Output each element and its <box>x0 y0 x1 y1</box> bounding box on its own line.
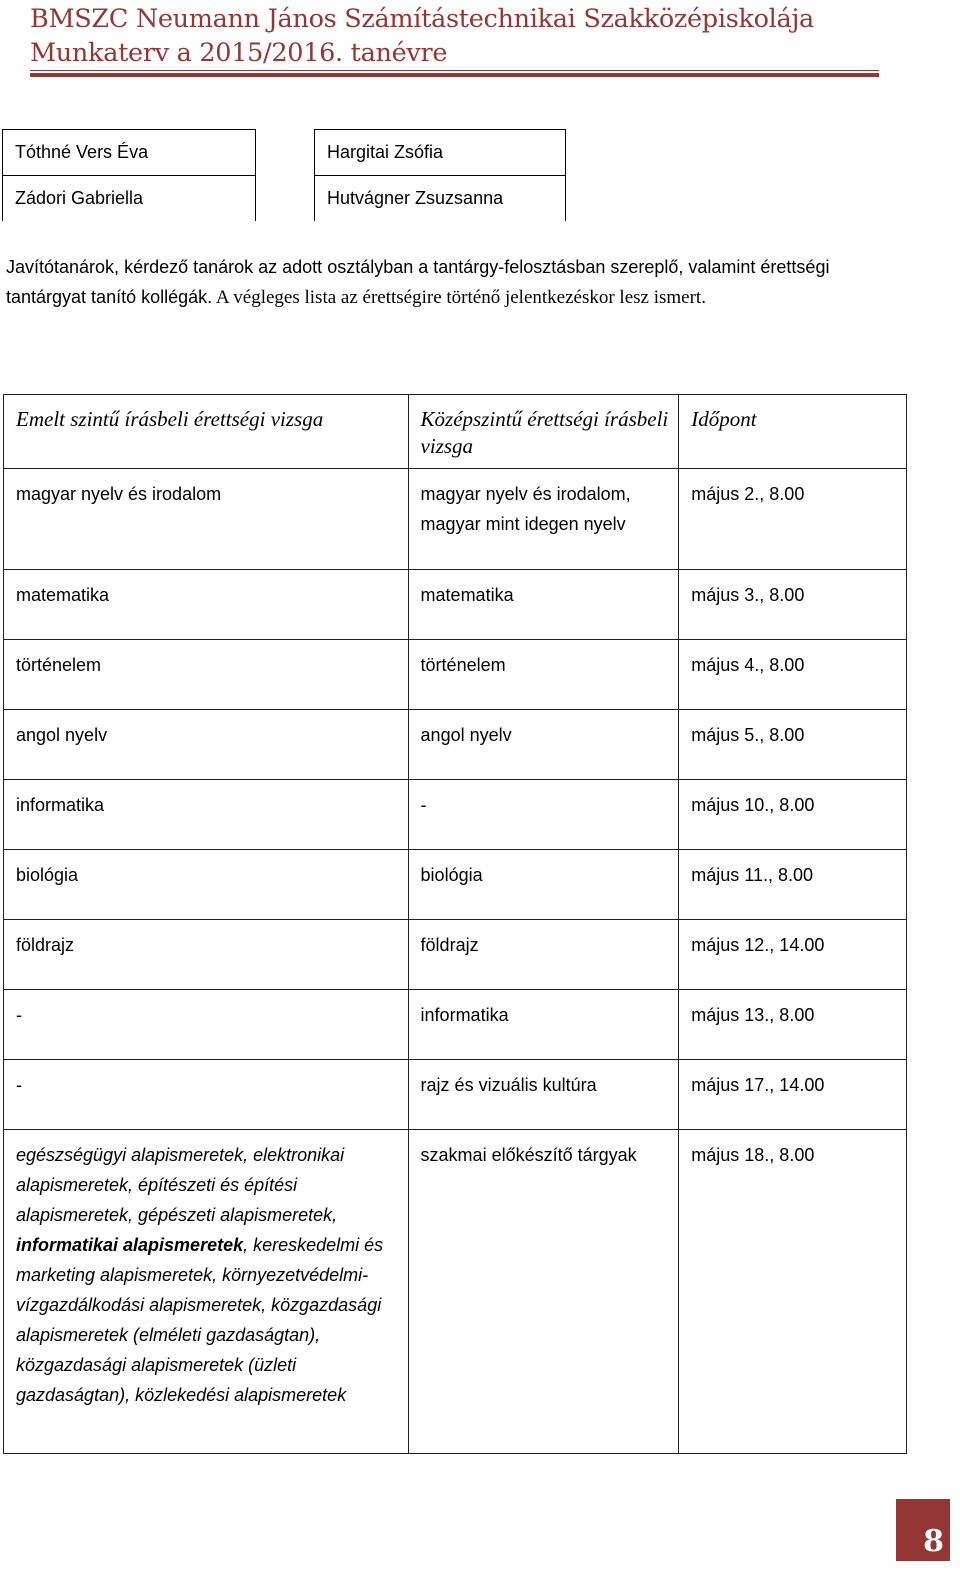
header-rule-thick <box>30 73 879 77</box>
header-time: Időpont <box>679 395 907 469</box>
header-rule-thin <box>30 70 879 71</box>
table-row <box>4 469 907 570</box>
table-row <box>4 710 907 780</box>
cell-intermediate: angol nyelv <box>408 710 679 780</box>
cell-time: május 10., 8.00 <box>679 780 907 850</box>
cell-advanced: informatika <box>4 780 409 850</box>
table-row <box>4 1060 907 1130</box>
cell-intermediate: - <box>408 780 679 850</box>
name-cell: Hutvágner Zsuzsanna <box>315 176 566 222</box>
table-header-row <box>4 395 907 469</box>
page-number: 8 <box>923 1524 944 1559</box>
vocational-subjects-part1: egészségügyi alapismeretek, elektronikai alapismeretek, építészeti és építési alapismeretek, gépészeti alapismeretek, <box>16 1145 345 1225</box>
cell-advanced: matematika <box>4 570 409 640</box>
cell-time: május 11., 8.00 <box>679 850 907 920</box>
intro-paragraph <box>6 252 836 313</box>
cell-intermediate: informatika <box>408 990 679 1060</box>
cell-advanced: - <box>4 1060 409 1130</box>
cell-time: május 3., 8.00 <box>679 570 907 640</box>
header-intermediate: Középszintű érettségi írásbeli vizsga <box>408 395 679 469</box>
header-rule <box>30 70 879 78</box>
vocational-subjects-part2: , kereskedelmi és marketing alapismeretek, környezetvédelmi-vízgazdálkodási alapismeretek, közgazdasági alapismeretek (elméleti gazdaságtan), közgazdasági alapismeretek (üzleti gazdaságtan), közlekedési alapismeretek <box>16 1235 384 1405</box>
table-row <box>4 1130 907 1454</box>
intro-text-part2: A végleges lista az érettségire történő jelentkezéskor lesz ismert. <box>212 287 706 308</box>
cell-time: május 18., 8.00 <box>679 1130 907 1454</box>
cell-intermediate: történelem <box>408 640 679 710</box>
intro-text-part1: Javítótanárok, kérdező tanárok az adott osztályban a tantárgy-felosztásban szereplő, valamint érettségi tantárgyat tanító kollégák. <box>6 257 830 307</box>
cell-advanced: - <box>4 990 409 1060</box>
cell-advanced: történelem <box>4 640 409 710</box>
table-row <box>4 640 907 710</box>
vocational-subjects-bold: informatikai alapismeretek <box>16 1235 244 1255</box>
cell-time: május 5., 8.00 <box>679 710 907 780</box>
name-cell: Tóthné Vers Éva <box>3 130 256 176</box>
names-table-left <box>2 129 256 221</box>
cell-intermediate: földrajz <box>408 920 679 990</box>
school-name: BMSZC Neumann János Számítástechnikai Szakközépiskolája <box>30 4 814 34</box>
cell-advanced: biológia <box>4 850 409 920</box>
cell-time: május 4., 8.00 <box>679 640 907 710</box>
table-row <box>4 570 907 640</box>
table-row <box>4 780 907 850</box>
table-row <box>4 920 907 990</box>
cell-advanced-vocational <box>4 1130 409 1454</box>
name-cell: Hargitai Zsófia <box>315 130 566 176</box>
table-row <box>4 990 907 1060</box>
cell-intermediate: biológia <box>408 850 679 920</box>
cell-advanced: magyar nyelv és irodalom <box>4 469 409 570</box>
cell-time: május 17., 14.00 <box>679 1060 907 1130</box>
table-row <box>4 850 907 920</box>
document-header <box>30 2 878 70</box>
names-table-right <box>314 129 566 221</box>
name-cell: Zádori Gabriella <box>3 176 256 222</box>
cell-time: május 2., 8.00 <box>679 469 907 570</box>
cell-intermediate: magyar nyelv és irodalom, magyar mint idegen nyelv <box>408 469 679 570</box>
document-title: Munkaterv a 2015/2016. tanévre <box>30 38 448 68</box>
cell-advanced: földrajz <box>4 920 409 990</box>
cell-time: május 12., 14.00 <box>679 920 907 990</box>
page-number-badge <box>896 1499 950 1561</box>
cell-intermediate: rajz és vizuális kultúra <box>408 1060 679 1130</box>
exam-schedule-table <box>3 394 907 1454</box>
cell-intermediate: szakmai előkészítő tárgyak <box>408 1130 679 1454</box>
cell-intermediate: matematika <box>408 570 679 640</box>
cell-time: május 13., 8.00 <box>679 990 907 1060</box>
header-advanced: Emelt szintű írásbeli érettségi vizsga <box>4 395 409 469</box>
cell-advanced: angol nyelv <box>4 710 409 780</box>
